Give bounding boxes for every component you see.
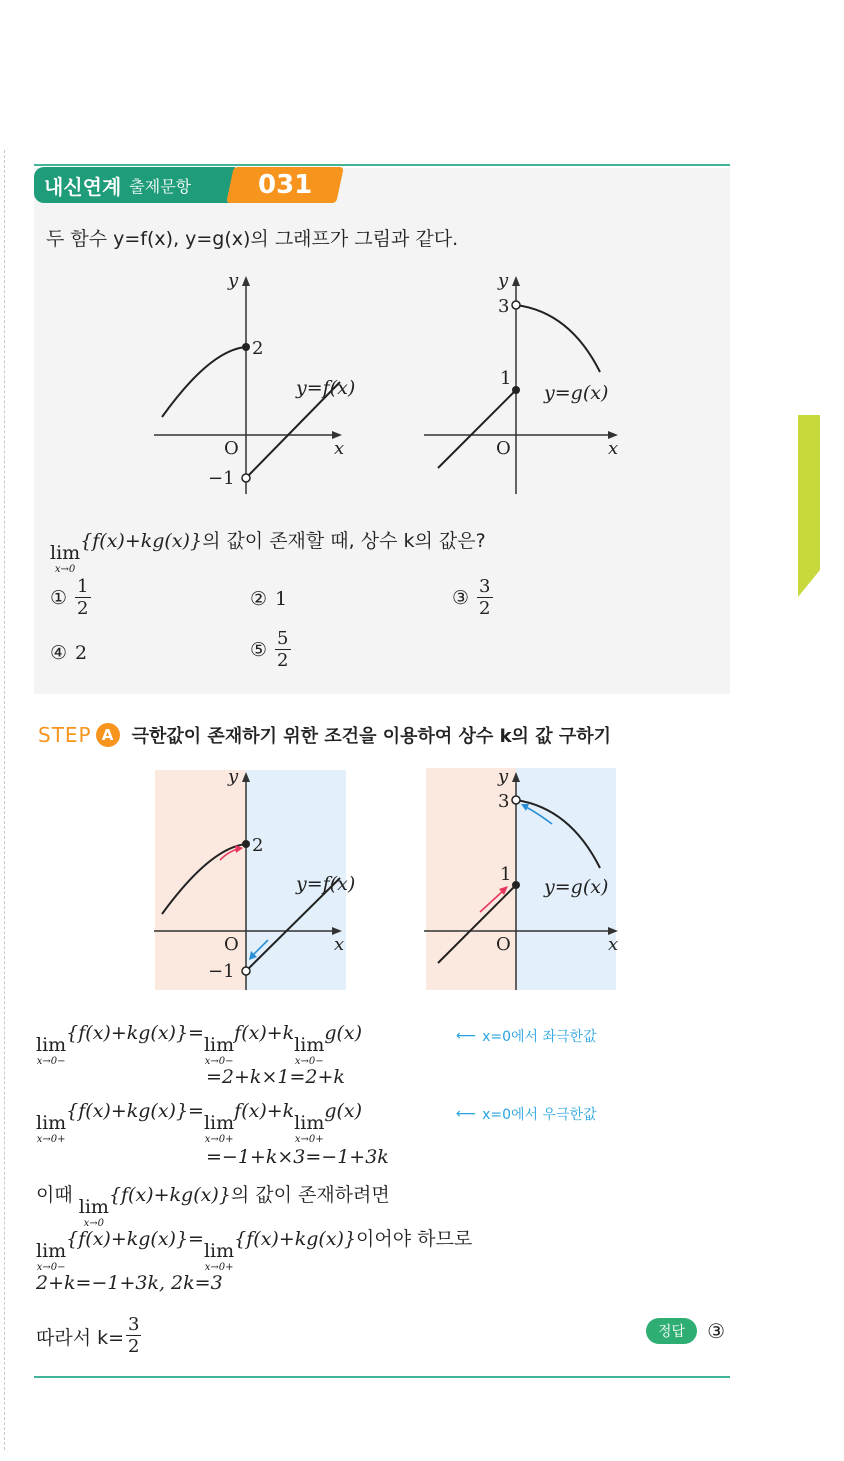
graph-g-origin: O <box>496 438 511 459</box>
l8-prefix: 따라서 k= <box>36 1326 125 1349</box>
answer-value: ③ <box>707 1319 725 1343</box>
l3-left: {f(x)+kg(x)}= <box>66 1100 204 1122</box>
lim-subscript: x→0− <box>36 1056 66 1067</box>
choice-1-den: 2 <box>77 598 89 619</box>
solution-line-2: =2+k×1=2+k <box>206 1066 345 1088</box>
lim-l1-c <box>294 1036 324 1067</box>
note-arrow-right: ⟵ <box>456 1106 477 1122</box>
l1-tail: g(x) <box>324 1022 363 1044</box>
choice-5-mark: ⑤ <box>250 639 268 661</box>
l1-right: f(x)+k <box>234 1022 295 1044</box>
choice-3-fraction <box>477 578 492 618</box>
lim-l1-a <box>36 1036 66 1067</box>
lim-l1-b <box>204 1036 234 1067</box>
header-label <box>34 167 235 203</box>
lim-l3-a <box>36 1114 66 1145</box>
note-right-limit <box>456 1104 597 1124</box>
step-letter-badge: A <box>96 723 120 747</box>
problem-number <box>226 167 344 203</box>
step-a-heading <box>38 722 611 748</box>
lim-subscript: x→0− <box>294 1056 324 1067</box>
lim-subscript: x→0 <box>83 1218 105 1229</box>
solution-line-5 <box>36 1180 390 1229</box>
l5-body: {f(x)+kg(x)} <box>108 1184 231 1206</box>
problem-number-text: 031 <box>257 170 313 200</box>
lim-question <box>50 544 80 575</box>
choice-1-fraction <box>75 578 90 618</box>
graph-f-value-2: 2 <box>252 338 264 359</box>
lim-word: lim <box>78 1196 109 1218</box>
choice-5[interactable] <box>250 630 291 670</box>
l3-tail: g(x) <box>324 1100 363 1122</box>
l8-num: 3 <box>128 1314 140 1335</box>
graph-f-origin: O <box>224 438 239 459</box>
note-left-text: x=0에서 좌극한값 <box>482 1029 597 1045</box>
graph-f2-x-label: x <box>334 934 345 955</box>
question-line <box>50 526 486 575</box>
graph-g-x-label: x <box>608 438 619 459</box>
top-rule <box>34 164 730 166</box>
graph-g2-value-3: 3 <box>498 791 510 812</box>
graph-f-problem <box>150 262 400 502</box>
graph-f2-y-label: y <box>228 766 239 787</box>
lim-word: lim <box>294 1034 325 1056</box>
graph-f2-curve-label: y=f(x) <box>296 873 356 895</box>
graph-g-solution <box>420 762 670 1002</box>
graph-g-curve-label: y=g(x) <box>544 382 609 404</box>
l1-left: {f(x)+kg(x)}= <box>66 1022 204 1044</box>
graph-f2-value-2: 2 <box>252 835 264 856</box>
answer <box>646 1318 725 1344</box>
graph-g2-x-label: x <box>608 934 619 955</box>
lim-subscript: x→0− <box>36 1262 66 1273</box>
choice-3-num: 3 <box>479 576 491 597</box>
answer-badge: 정답 <box>646 1318 697 1344</box>
graph-f-curve-label: y=f(x) <box>296 377 356 399</box>
note-right-text: x=0에서 우극한값 <box>482 1107 597 1123</box>
step-word: STEP <box>38 723 92 747</box>
l5-prefix: 이때 <box>36 1184 73 1206</box>
choice-4-mark: ④ <box>50 642 68 664</box>
solution-line-6 <box>36 1224 472 1273</box>
graph-f2-value-neg1: −1 <box>208 961 235 982</box>
choice-2-value: 1 <box>275 588 288 610</box>
choice-1-mark: ① <box>50 587 68 609</box>
l3-right: f(x)+k <box>234 1100 295 1122</box>
choice-2[interactable] <box>250 588 287 610</box>
bottom-rule <box>34 1376 730 1378</box>
choice-2-mark: ② <box>250 588 268 610</box>
graph-f2-origin: O <box>224 934 239 955</box>
choice-4[interactable] <box>50 642 87 664</box>
choice-5-num: 5 <box>277 628 289 649</box>
choice-3[interactable] <box>452 578 493 618</box>
graph-f-y-label: y <box>228 270 239 291</box>
lim-l3-b <box>204 1114 234 1145</box>
problem-statement: 두 함수 y=f(x), y=g(x)의 그래프가 그림과 같다. <box>46 228 459 250</box>
lim-subscript: x→0+ <box>204 1262 234 1273</box>
problem-header <box>34 167 313 203</box>
graph-g-value-3: 3 <box>498 296 510 317</box>
note-left-limit <box>456 1026 597 1046</box>
l8-den: 2 <box>128 1336 140 1357</box>
header-label-small: 출제문항 <box>129 176 192 196</box>
choice-1[interactable] <box>50 578 91 618</box>
graph-g-problem <box>420 262 670 502</box>
graph-f-value-neg1: −1 <box>208 468 235 489</box>
lim-word: lim <box>203 1034 235 1056</box>
graph-g2-y-label: y <box>498 766 509 787</box>
graph-g2-value-1: 1 <box>500 864 512 885</box>
graph-f-solution <box>150 762 400 1002</box>
question-expression: {f(x)+kg(x)} <box>80 530 203 552</box>
lim-l3-c <box>294 1114 324 1145</box>
side-tab-notch <box>798 570 820 597</box>
solution-line-3 <box>36 1100 362 1145</box>
lim-l6-b <box>204 1242 234 1273</box>
solution-line-8 <box>36 1316 141 1356</box>
choice-3-den: 2 <box>479 598 491 619</box>
l6-right: {f(x)+kg(x)} <box>234 1228 357 1250</box>
choice-4-value: 2 <box>75 642 88 664</box>
lim-subscript: x→0 <box>54 564 76 575</box>
lim-subscript: x→0+ <box>294 1134 324 1145</box>
lim-subscript: x→0+ <box>204 1134 234 1145</box>
l6-left: {f(x)+kg(x)}= <box>66 1228 204 1250</box>
question-text: 의 값이 존재할 때, 상수 k의 값은? <box>202 530 486 552</box>
note-arrow-left: ⟵ <box>456 1028 477 1044</box>
choice-1-num: 1 <box>77 576 89 597</box>
l5-tail: 의 값이 존재하려면 <box>230 1184 390 1206</box>
step-title: 극한값이 존재하기 위한 조건을 이용하여 상수 k의 값 구하기 <box>131 726 612 747</box>
lim-subscript: x→0− <box>204 1056 234 1067</box>
graph-g-y-label: y <box>498 270 509 291</box>
margin-dotted-line <box>4 150 5 1450</box>
lim-word: lim <box>36 1112 67 1134</box>
lim-word: lim <box>50 542 81 564</box>
lim-word: lim <box>36 1240 67 1262</box>
lim-word: lim <box>294 1112 325 1134</box>
graph-f-x-label: x <box>334 438 345 459</box>
solution-line-7: 2+k=−1+3k, 2k=3 <box>36 1272 223 1294</box>
lim-l6-a <box>36 1242 66 1273</box>
lim-word: lim <box>203 1240 235 1262</box>
l6-tail: 이어야 하므로 <box>356 1228 473 1250</box>
lim-subscript: x→0+ <box>36 1134 66 1145</box>
l8-fraction <box>126 1316 141 1356</box>
graph-g2-curve-label: y=g(x) <box>544 876 609 898</box>
solution-line-1 <box>36 1022 362 1067</box>
graph-g-value-1: 1 <box>500 368 512 389</box>
graph-g2-origin: O <box>496 934 511 955</box>
choice-3-mark: ③ <box>452 587 470 609</box>
solution-line-4: =−1+k×3=−1+3k <box>206 1146 389 1168</box>
header-label-bold: 내신연계 <box>44 174 122 199</box>
choice-5-den: 2 <box>277 650 289 671</box>
lim-word: lim <box>203 1112 235 1134</box>
lim-word: lim <box>36 1034 67 1056</box>
choice-5-fraction <box>275 630 290 670</box>
